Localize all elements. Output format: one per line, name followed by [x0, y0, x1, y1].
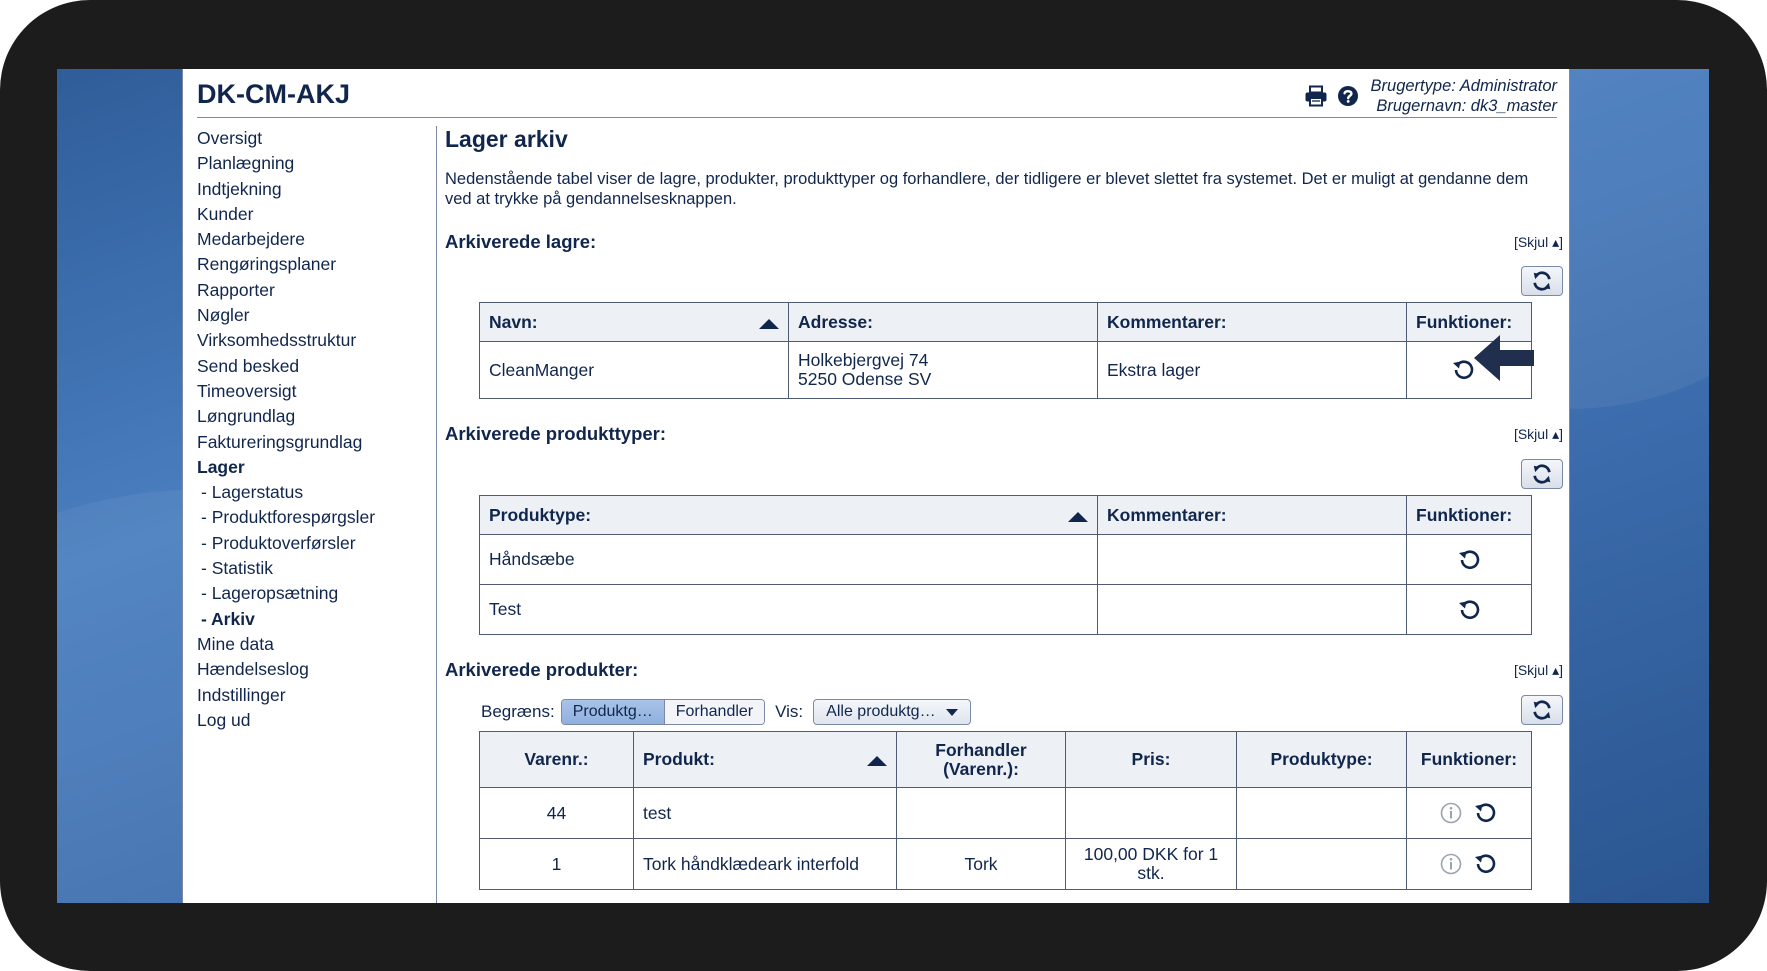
price-line-2: stk. — [1137, 863, 1165, 883]
col-header-varenr: Varenr.: — [480, 732, 634, 788]
nav-item-indstillinger[interactable]: Indstillinger — [197, 684, 286, 705]
section-title-produkter: Arkiverede produkter: — [445, 659, 639, 680]
col-header-funktioner: Funktioner: — [1407, 732, 1532, 788]
caret-up-icon: ▴] — [1552, 234, 1563, 250]
caret-up-icon: ▴] — [1552, 662, 1563, 678]
nav-item-medarbejdere[interactable]: Medarbejdere — [197, 229, 305, 250]
app-header — [197, 69, 1557, 118]
sort-asc-icon — [1068, 512, 1088, 522]
nav-item-lager[interactable]: Lager — [197, 456, 245, 477]
table-row — [480, 585, 1532, 635]
sort-asc-icon — [867, 756, 887, 766]
hide-toggle-produkttyper[interactable] — [1514, 426, 1563, 443]
main-content — [445, 126, 1563, 903]
restore-icon[interactable] — [1456, 598, 1482, 622]
nav-item-noegler[interactable]: Nøgler — [197, 305, 250, 326]
cell-produkttype — [1237, 788, 1407, 839]
hide-toggle-label: [Skjul — [1513, 426, 1549, 442]
cell-navn: CleanManger — [480, 342, 789, 399]
nav-subitem-produktforespoergsler[interactable]: - Produktforespørgsler — [201, 507, 376, 528]
vis-dropdown-value: Alle produktg… — [826, 703, 936, 720]
chevron-down-icon — [946, 709, 958, 716]
nav-item-log-ud[interactable]: Log ud — [197, 709, 251, 730]
cell-produkt: test — [634, 788, 897, 839]
nav-item-mine-data[interactable]: Mine data — [197, 633, 274, 654]
page-title: Lager arkiv — [445, 126, 568, 152]
help-icon[interactable] — [1336, 84, 1360, 108]
price-line-1: 100,00 DKK for 1 — [1083, 844, 1219, 864]
vis-label: Vis: — [775, 702, 804, 721]
refresh-icon — [1531, 270, 1553, 292]
nav-subitem-lagerstatus[interactable]: - Lagerstatus — [201, 482, 304, 503]
cell-produkttype: Test — [480, 585, 1098, 635]
header-line-2: (Varenr.): — [943, 758, 1019, 779]
col-header-adresse: Adresse: — [789, 303, 1098, 342]
cell-kommentarer — [1098, 585, 1407, 635]
restore-icon[interactable] — [1456, 548, 1482, 572]
nav-subitem-statistik[interactable]: - Statistik — [201, 558, 273, 579]
filter-segmented-control — [561, 699, 765, 725]
nav-item-planlaegning[interactable]: Planlægning — [197, 153, 295, 174]
header-icons — [1304, 84, 1360, 108]
col-header-produkt[interactable]: Produkt: — [634, 732, 897, 788]
col-header-produkttype[interactable]: Produktype: — [480, 496, 1098, 535]
restore-icon[interactable] — [1450, 358, 1476, 382]
table-row — [480, 535, 1532, 585]
cell-varenr: 1 — [480, 839, 634, 890]
refresh-icon — [1531, 699, 1553, 721]
desktop-background — [57, 69, 1709, 903]
refresh-button-produkttyper[interactable] — [1521, 459, 1563, 489]
table-header-row — [480, 732, 1532, 788]
col-header-kommentarer: Kommentarer: — [1098, 496, 1407, 535]
segment-forhandler[interactable]: Forhandler — [664, 700, 764, 724]
app-window — [182, 69, 1570, 903]
hide-toggle-label: [Skjul — [1513, 234, 1549, 250]
page-intro: Nedenstående tabel viser de lagre, produkter, produkttyper og forhandlere, der tidligere er blevet slettet fra systemet. Det er muligt at gendanne dem ved at trykke på gendannelsesknappen. — [445, 170, 1529, 208]
nav-item-kunder[interactable]: Kunder — [197, 203, 254, 224]
table-row — [480, 839, 1532, 890]
vis-dropdown[interactable] — [813, 699, 970, 725]
sidebar-nav — [183, 126, 436, 733]
section-title-lagre: Arkiverede lagre: — [445, 231, 597, 252]
restore-icon[interactable] — [1472, 852, 1498, 876]
cell-forhandler — [897, 788, 1066, 839]
cell-pris — [1066, 839, 1237, 890]
nav-item-indtjekning[interactable]: Indtjekning — [197, 178, 282, 199]
user-type: Brugertype: Administrator — [1370, 77, 1557, 95]
refresh-button-produkter[interactable] — [1521, 695, 1563, 725]
cell-forhandler: Tork — [897, 839, 1066, 890]
username: Brugernavn: dk3_master — [1376, 97, 1557, 115]
col-header-produkttype: Produktype: — [1237, 732, 1407, 788]
cell-kommentarer — [1098, 535, 1407, 585]
nav-item-oversigt[interactable]: Oversigt — [197, 128, 263, 148]
nav-subitem-produktoverfoersler[interactable]: - Produktoverførsler — [201, 532, 356, 553]
hide-toggle-lagre[interactable] — [1514, 234, 1563, 251]
cell-funktioner — [1407, 839, 1532, 890]
info-icon[interactable] — [1440, 802, 1462, 824]
table-lagre — [479, 302, 1532, 399]
hide-toggle-label: [Skjul — [1513, 662, 1549, 678]
arrow-pointer-icon — [1474, 333, 1536, 383]
sidebar — [183, 126, 437, 903]
col-header-forhandler — [897, 732, 1066, 788]
nav-item-virksomhedsstruktur[interactable]: Virksomhedsstruktur — [197, 330, 357, 351]
nav-item-faktureringsgrundlag[interactable]: Faktureringsgrundlag — [197, 431, 363, 452]
filter-row — [481, 699, 971, 725]
cell-funktioner — [1407, 788, 1532, 839]
refresh-button-lagre[interactable] — [1521, 266, 1563, 296]
header-line-1: Forhandler — [935, 739, 1027, 760]
table-header-row — [480, 303, 1532, 342]
col-header-kommentarer: Kommentarer: — [1098, 303, 1407, 342]
nav-subitem-arkiv[interactable]: - Arkiv — [201, 608, 255, 629]
nav-item-loengrundlag[interactable]: Løngrundlag — [197, 406, 296, 427]
sort-asc-icon — [759, 319, 779, 329]
app-title: DK-CM-AKJ — [197, 79, 350, 109]
restore-icon[interactable] — [1472, 801, 1498, 825]
nav-item-send-besked[interactable]: Send besked — [197, 355, 300, 376]
cell-produkt: Tork håndklædeark interfold — [634, 839, 897, 890]
hide-toggle-produkter[interactable] — [1514, 662, 1563, 679]
caret-up-icon: ▴] — [1552, 426, 1563, 442]
cell-adresse — [789, 342, 1098, 399]
nav-item-haendelseslog[interactable]: Hændelseslog — [197, 659, 309, 680]
nav-item-rengoeringsplaner[interactable]: Rengøringsplaner — [197, 254, 337, 275]
nav-item-timeoversigt[interactable]: Timeoversigt — [197, 380, 297, 401]
printer-icon[interactable] — [1304, 84, 1328, 108]
nav-item-rapporter[interactable]: Rapporter — [197, 279, 275, 300]
table-row — [480, 342, 1532, 399]
table-produkttyper — [479, 495, 1532, 635]
col-header-funktioner: Funktioner: — [1407, 303, 1532, 342]
col-header-navn[interactable]: Navn: — [480, 303, 789, 342]
info-icon[interactable] — [1440, 853, 1462, 875]
address-line-1: Holkebjergvej 74 — [798, 350, 929, 370]
cell-kommentarer: Ekstra lager — [1098, 342, 1407, 399]
nav-subitem-lageropsaetning[interactable]: - Lageropsætning — [201, 583, 339, 604]
cell-produkttype — [1237, 839, 1407, 890]
table-header-row — [480, 496, 1532, 535]
col-header-funktioner: Funktioner: — [1407, 496, 1532, 535]
cell-produkttype: Håndsæbe — [480, 535, 1098, 585]
table-produkter — [479, 731, 1532, 890]
section-title-produkttyper: Arkiverede produkttyper: — [445, 423, 667, 444]
address-line-2: 5250 Odense SV — [798, 369, 932, 389]
cell-funktioner — [1407, 535, 1532, 585]
refresh-icon — [1531, 463, 1553, 485]
filter-label: Begræns: — [481, 702, 555, 721]
user-info — [1371, 76, 1557, 116]
segment-produktgruppe[interactable]: Produktg… — [562, 700, 664, 724]
cell-pris — [1066, 788, 1237, 839]
cell-funktioner — [1407, 585, 1532, 635]
table-row — [480, 788, 1532, 839]
cell-varenr: 44 — [480, 788, 634, 839]
col-header-pris: Pris: — [1066, 732, 1237, 788]
